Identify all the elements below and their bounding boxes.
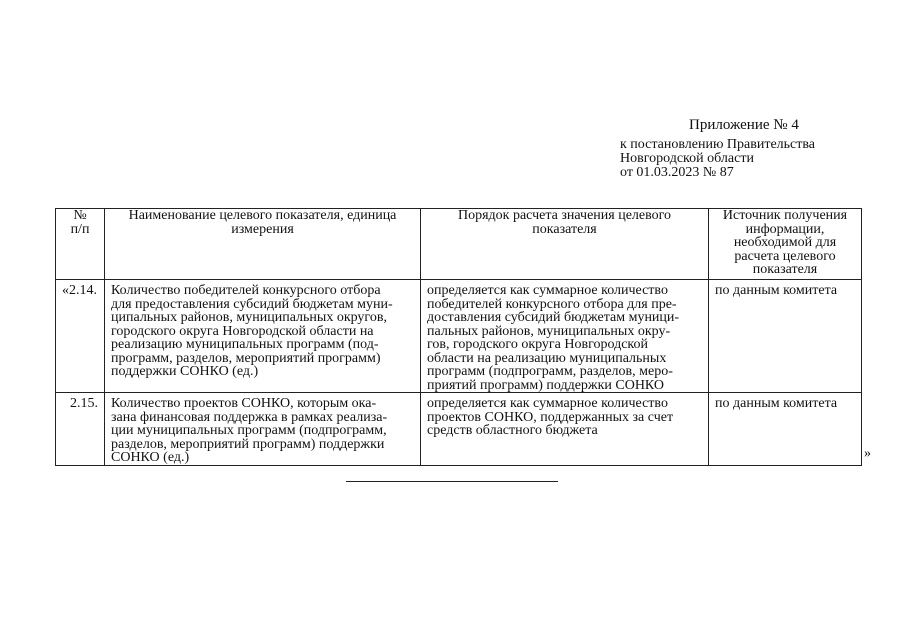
calculation-method: определяется как суммарное количество проектов СОНКО, поддержанных за счет средств областного бюджета — [421, 393, 709, 466]
indicators-table — [55, 208, 862, 466]
indicator-name: Количество победителей конкурсного отбора для предоставления субсидий бюджетам муни- ципальных районов, муниципальных округов, городского округа Новгородской области на реализацию муниципальных программ (под- программ, разделов, мероприятий программ) поддержки СОНКО (ед.) — [105, 280, 421, 393]
header-calculation-method: Порядок расчета значения целевого показателя — [421, 209, 709, 280]
information-source: по данным комитета — [709, 393, 862, 466]
appendix-ref-line: к постановлению Правительства — [620, 137, 816, 152]
row-number: «2.14. — [56, 280, 105, 393]
footer-divider — [346, 481, 558, 482]
closing-quote: » — [864, 446, 871, 461]
indicator-name: Количество проектов СОНКО, которым ока- зана финансовая поддержка в рамках реализа- ции муниципальных программ (подпрограмм, разделов, мероприятий программ) поддержки СОНКО (ед.) — [105, 393, 421, 466]
appendix-ref-line: от 01.03.2023 № 87 — [620, 165, 734, 180]
information-source: по данным комитета — [709, 280, 862, 393]
appendix-ref-line: Новгородской области — [620, 151, 754, 166]
table-header-row — [56, 209, 862, 280]
header-indicator-name: Наименование целевого показателя, единица измерения — [105, 209, 421, 280]
calculation-method: определяется как суммарное количество победителей конкурсного отбора для пре- доставления субсидий бюджетам муници- пальных районов, муниципальных окру- гов, городского округа Новгородской области на реализацию муниципальных программ (подпрограмм, разделов, меро- приятий программ) поддержки СОНКО — [421, 280, 709, 393]
header-number: № п/п — [56, 209, 105, 280]
appendix-title: Приложение № 4 — [689, 117, 799, 133]
table-row — [56, 280, 862, 393]
header-information-source: Источник получения информации, необходимой для расчета целевого показателя — [709, 209, 862, 280]
table-row — [56, 393, 862, 466]
row-number: 2.15. — [56, 393, 105, 466]
appendix-reference — [620, 138, 815, 180]
